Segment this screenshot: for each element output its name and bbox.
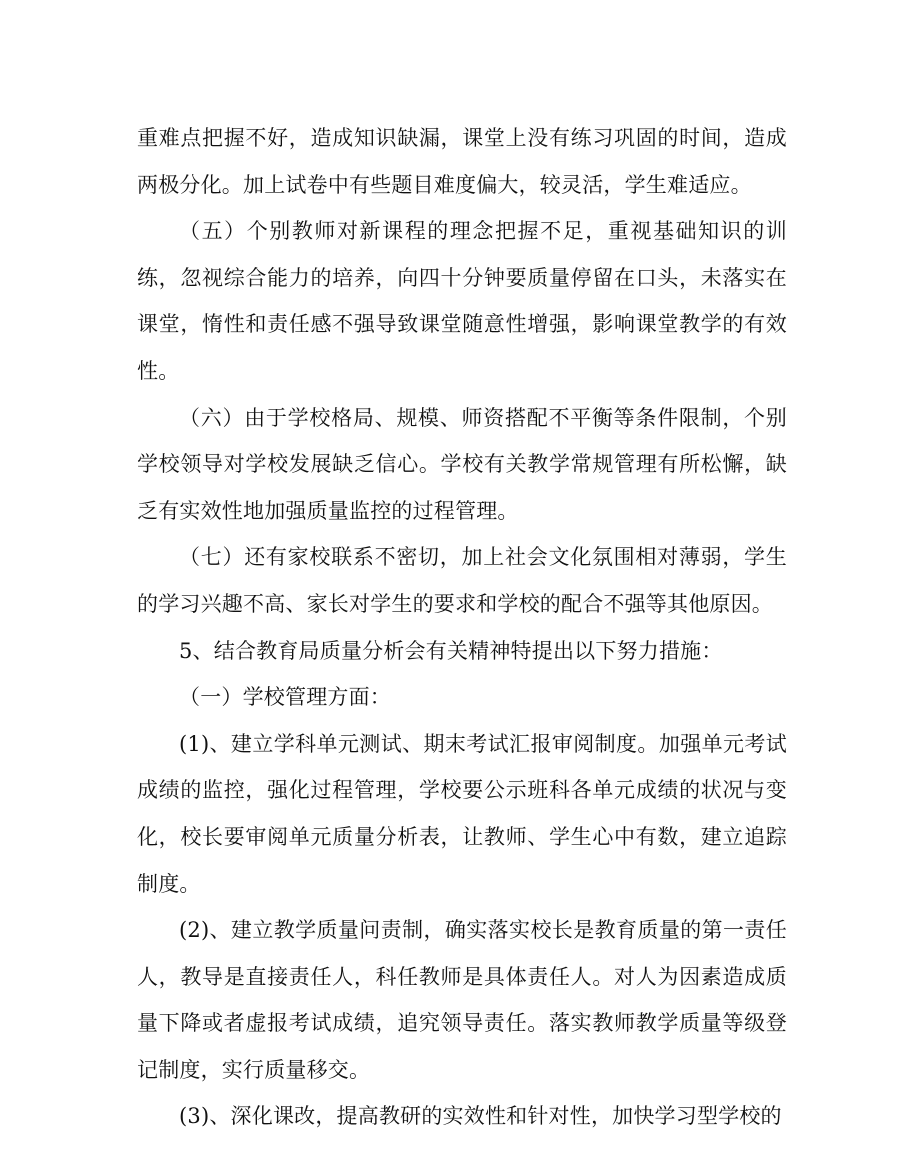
section-heading-5: 5、结合教育局质量分析会有关精神特提出以下努力措施：	[179, 638, 723, 663]
subsection-heading-school-management: （一）学校管理方面：	[179, 685, 391, 710]
measure-item-3: (3)、深化课改，提高教研的实效性和针对性，加快学习型学校的	[179, 1104, 782, 1129]
paragraph-item-seven: （七）还有家校联系不密切，加上社会文化氛围相对薄弱，学生的学习兴趣不高、家长对学生的要求和学校的配合不强等其他原因。	[137, 545, 787, 616]
measure-item-2: (2)、建立教学质量问责制，确实落实校长是教育质量的第一责任人，教导是直接责任人，科任教师是具体责任人。对人为因素造成质量下降或者虚报考试成绩，追究领导责任。落实教师教学质量等级登记制度，实行质量移交。	[137, 918, 787, 1082]
measure-item-1: (1)、建立学科单元测试、期末考试汇报审阅制度。加强单元考试成绩的监控，强化过程管理，学校要公示班科各单元成绩的状况与变化，校长要审阅单元质量分析表，让教师、学生心中有数，建立追踪制度。	[137, 731, 787, 896]
paragraph-continued: 重难点把握不好，造成知识缺漏，课堂上没有练习巩固的时间，造成两极分化。加上试卷中有些题目难度偏大，较灵活，学生难适应。	[137, 126, 787, 197]
document-body	[137, 115, 787, 1140]
paragraph-item-six: （六）由于学校格局、规模、师资搭配不平衡等条件限制，个别学校领导对学校发展缺乏信心。学校有关教学常规管理有所松懈，缺乏有实效性地加强质量监控的过程管理。	[137, 405, 787, 523]
paragraph-item-five: （五）个别教师对新课程的理念把握不足，重视基础知识的训练，忽视综合能力的培养，向四十分钟要质量停留在口头，未落实在课堂，惰性和责任感不强导致课堂随意性增强，影响课堂教学的有效性。	[137, 219, 787, 383]
